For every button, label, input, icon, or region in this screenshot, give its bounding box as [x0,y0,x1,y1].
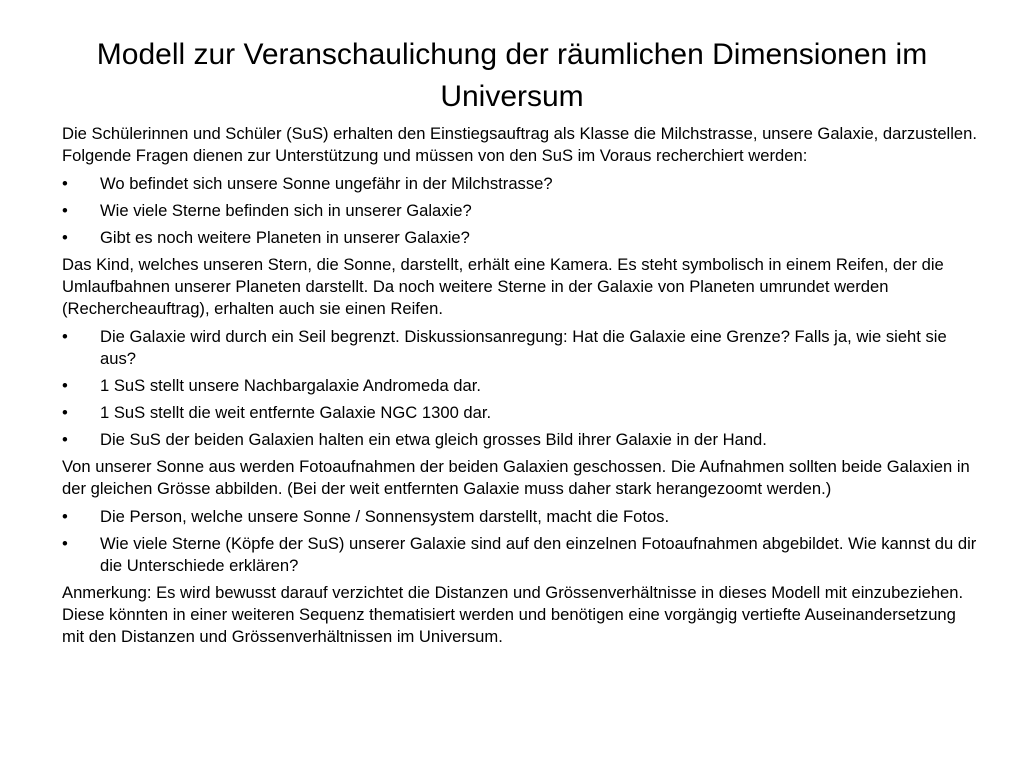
list-item-question-2 [62,200,982,222]
bullet-mark: • [62,201,68,220]
list-item-photo-2 [62,533,982,577]
list-item-setup-2 [62,375,982,397]
list-item-question-3 [62,227,982,249]
bullet-mark: • [62,430,68,449]
list-item-text: Die SuS der beiden Galaxien halten ein etwa gleich grosses Bild ihrer Galaxie in der Hand. [100,430,767,449]
list-item-text: Die Galaxie wird durch ein Seil begrenzt. Diskussionsanregung: Hat die Galaxie eine Grenze? Falls ja, wie sieht sie aus? [100,327,947,368]
slide-body [62,123,982,654]
list-item-text: Wie viele Sterne befinden sich in unserer Galaxie? [100,201,472,220]
kind-paragraph: Das Kind, welches unseren Stern, die Sonne, darstellt, erhält eine Kamera. Es steht symbolisch in einem Reifen, der die Umlaufbahnen unserer Planeten darstellt. Da noch weitere Sterne in der Galaxie von Planeten umrundet werden (Rechercheauftrag), erhalten auch sie einen Reifen. [62,255,944,318]
intro-paragraph [62,123,982,167]
list-item-text: 1 SuS stellt die weit entfernte Galaxie NGC 1300 dar. [100,403,492,422]
list-item-text: 1 SuS stellt unsere Nachbargalaxie Andromeda dar. [100,376,481,395]
list-item-text: Die Person, welche unsere Sonne / Sonnensystem darstellt, macht die Fotos. [100,507,670,526]
bullet-mark: • [62,403,68,422]
bullet-mark: • [62,228,68,247]
bullet-mark: • [62,174,68,193]
list-item-question-1 [62,173,982,195]
bullet-mark: • [62,327,68,346]
bullet-mark: • [62,534,68,553]
note-paragraph: Anmerkung: Es wird bewusst darauf verzichtet die Distanzen und Grössenverhältnisse in dieses Modell mit einzubeziehen. Diese könnten in einer weiteren Sequenz thematisiert werden und benötigen eine vorgängig vertiefte Auseinandersetzung mit den Distanzen und Grössenverhältnissen im Universum. [62,583,964,646]
list-item-photo-1 [62,506,982,528]
list-item-setup-1 [62,326,982,370]
list-item-setup-3 [62,402,982,424]
list-item-text: Wo befindet sich unsere Sonne ungefähr in der Milchstrasse? [100,174,553,193]
intro-line-2: Folgende Fragen dienen zur Unterstützung und müssen von den SuS im Voraus recherchiert werden: [62,146,808,165]
bullet-mark: • [62,376,68,395]
slide-title: Modell zur Veranschaulichung der räumlichen Dimensionen im Universum [96,38,928,113]
bullet-mark: • [62,507,68,526]
list-item-setup-4 [62,429,982,451]
photo-paragraph: Von unserer Sonne aus werden Fotoaufnahmen der beiden Galaxien geschossen. Die Aufnahmen sollten beide Galaxien in der gleichen Grösse abbilden. (Bei der weit entfernten Galaxie muss daher stark herangezoomt werden.) [62,457,970,498]
intro-line-1: Die Schülerinnen und Schüler (SuS) erhalten den Einstiegsauftrag als Klasse die Milchstrasse, unsere Galaxie, darzustellen. [62,124,977,143]
list-item-text: Gibt es noch weitere Planeten in unserer Galaxie? [100,228,470,247]
list-item-text: Wie viele Sterne (Köpfe der SuS) unserer Galaxie sind auf den einzelnen Fotoaufnahmen abgebildet. Wie kannst du dir die Unterschiede erklären? [100,534,977,575]
